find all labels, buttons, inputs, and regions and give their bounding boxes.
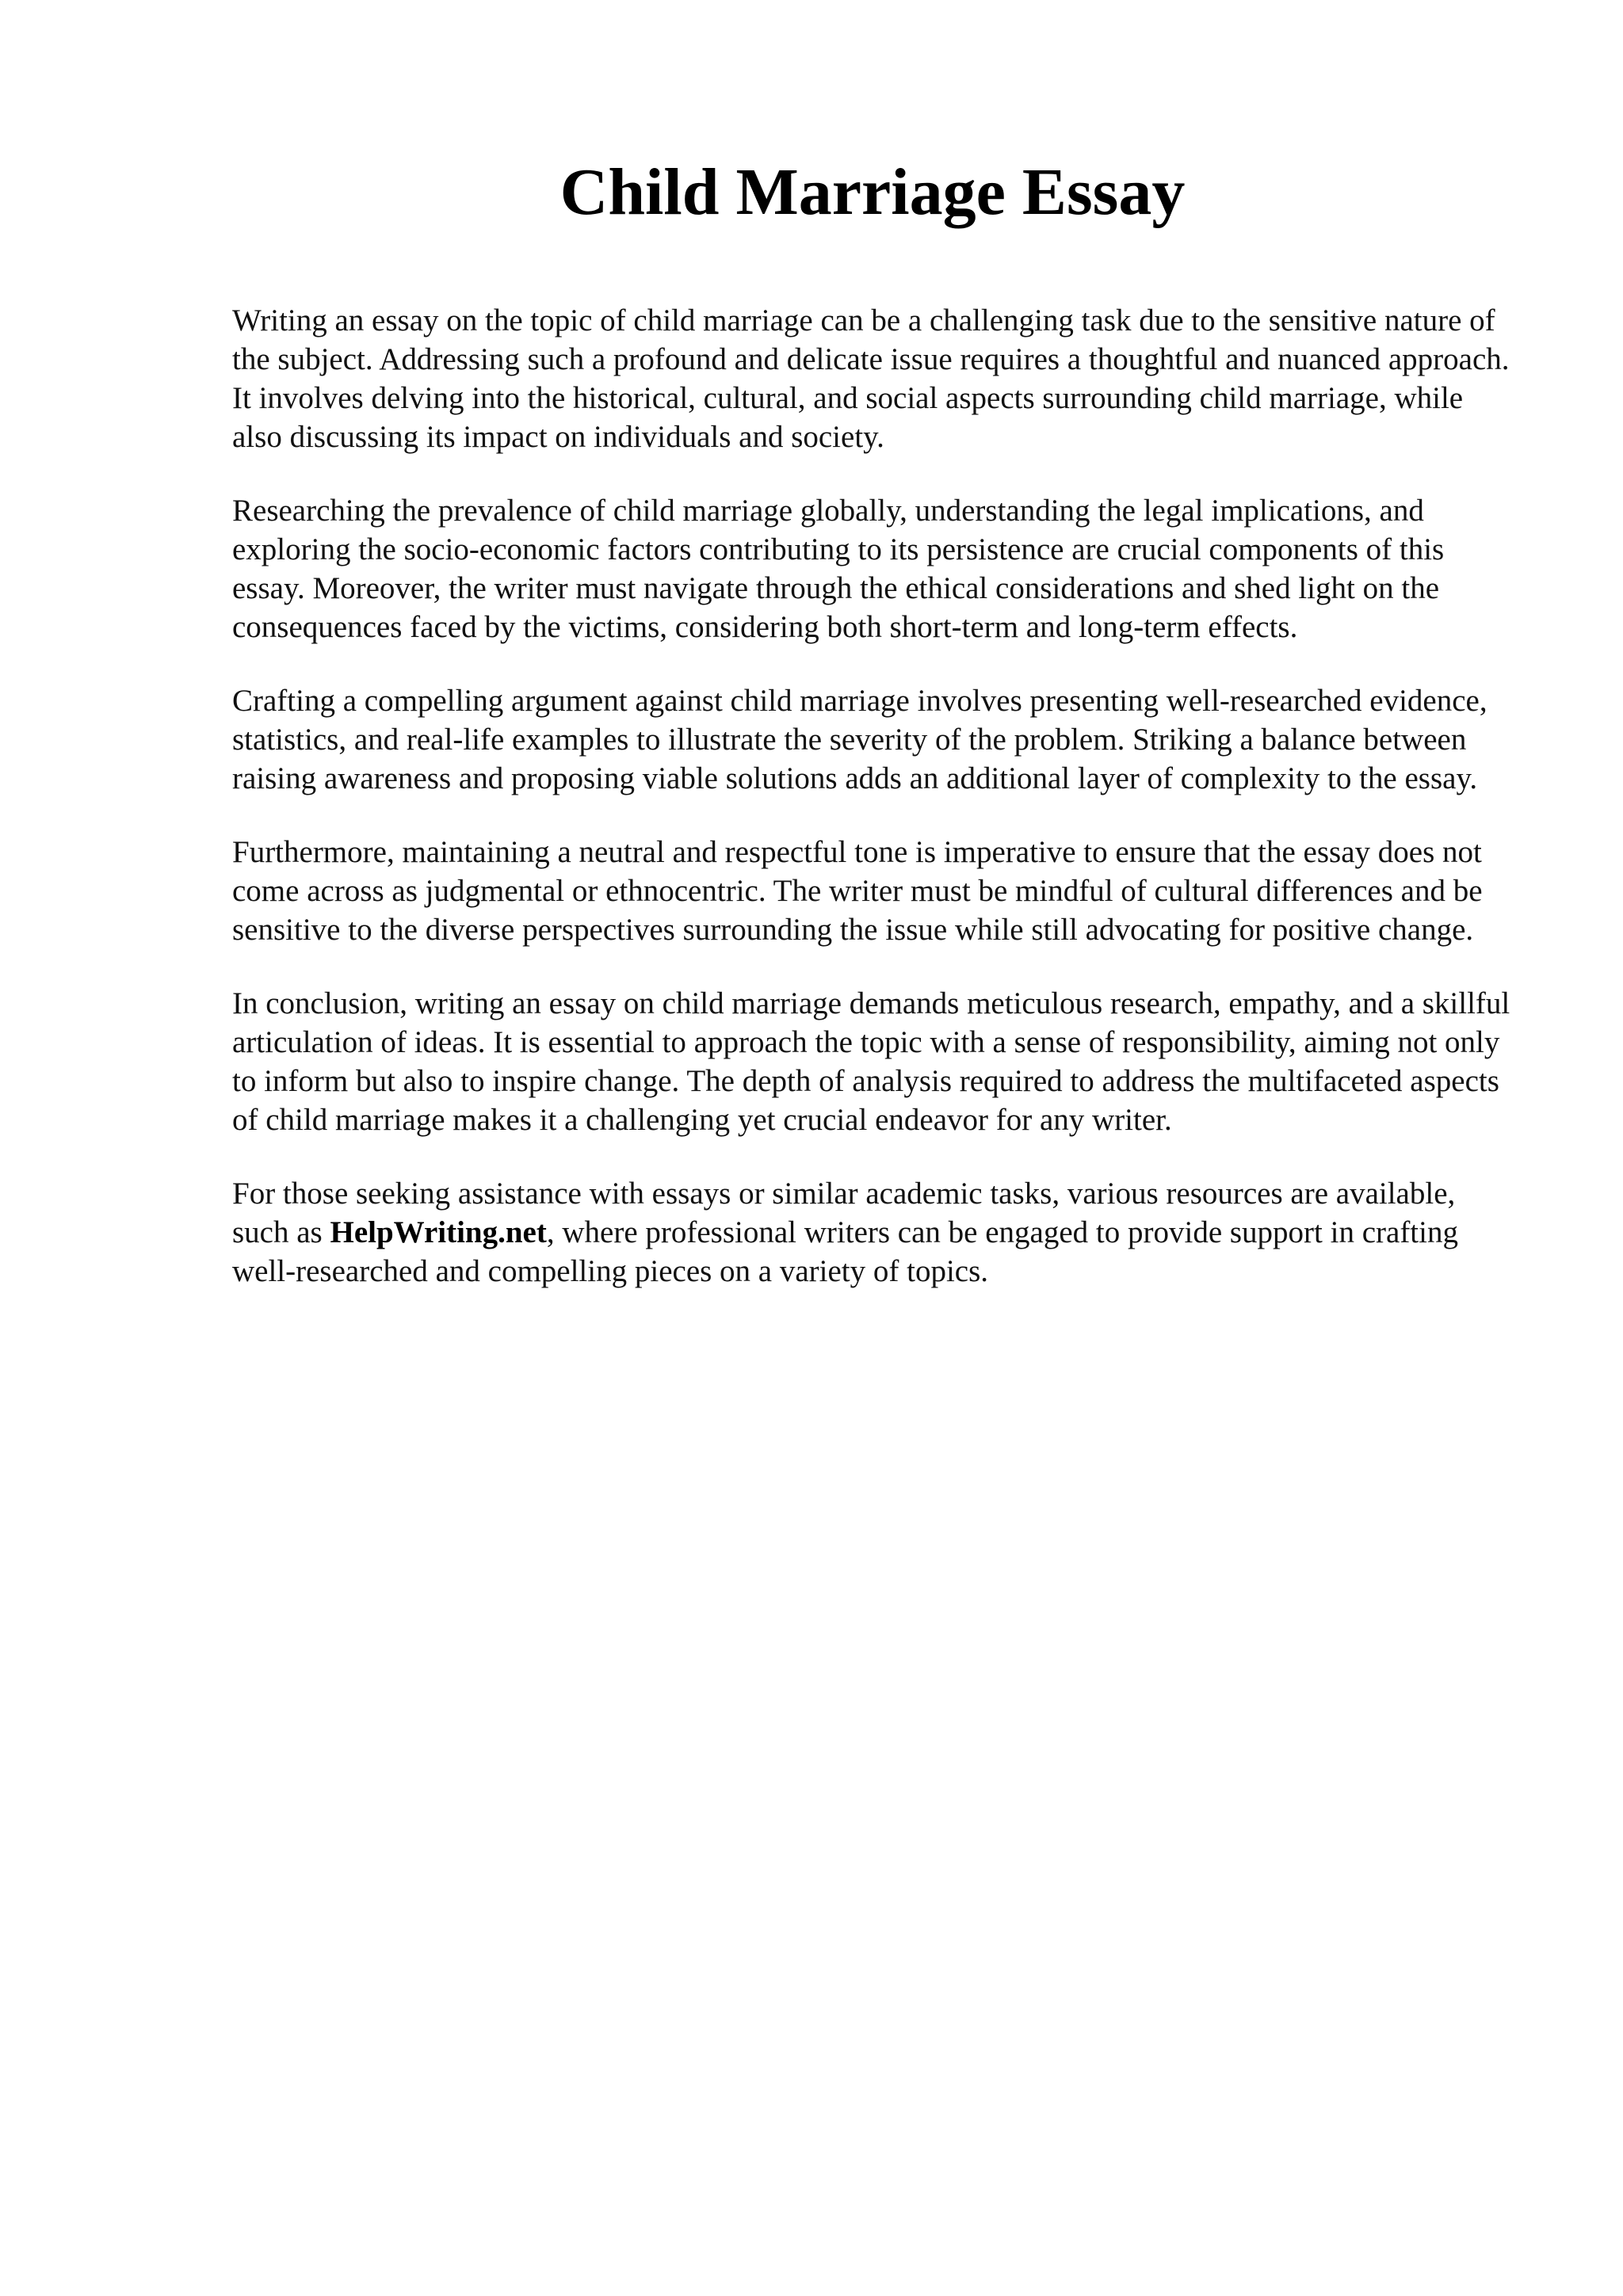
paragraph-6	[232, 1174, 1516, 1291]
document-body	[232, 301, 1516, 1291]
paragraph-4: Furthermore, maintaining a neutral and respectful tone is imperative to ensure that the essay does not come across as judgmental or ethnocentric. The writer must be mindful of cultural differences and be sensitive to the diverse perspectives surrounding the issue while still advocating for positive change.	[232, 835, 1483, 947]
helpwriting-link[interactable]: HelpWriting.net	[330, 1215, 547, 1249]
document-title: Child Marriage Essay	[559, 155, 1186, 229]
paragraph-5: In conclusion, writing an essay on child marriage demands meticulous research, empathy, and a skillful articulation of ideas. It is essential to approach the topic with a sense of responsibility, aiming not only to inform but also to inspire change. The depth of analysis required to address the multifaceted aspects of child marriage makes it a challenging yet crucial endeavor for any writer.	[232, 986, 1510, 1137]
paragraph-1: Writing an essay on the topic of child marriage can be a challenging task due to the sensitive nature of the subject. Addressing such a profound and delicate issue requires a thoughtful and nuanced approach. It involves delving into the historical, cultural, and social aspects surrounding child marriage, while also discussing its impact on individuals and society.	[232, 303, 1510, 454]
paragraph-6-after-link: , where professional writers can be engaged to provide support in crafting well-researched and compelling pieces on a variety of topics.	[232, 1215, 1458, 1288]
paragraph-3: Crafting a compelling argument against child marriage involves presenting well-researched evidence, statistics, and real-life examples to illustrate the severity of the problem. Striking a balance between raising awareness and proposing viable solutions adds an additional layer of complexity to the essay.	[232, 684, 1487, 795]
paragraph-2: Researching the prevalence of child marriage globally, understanding the legal implications, and exploring the socio-economic factors contributing to its persistence are crucial components of this essay. Moreover, the writer must navigate through the ethical considerations and shed light on the consequences faced by the victims, considering both short-term and long-term effects.	[232, 494, 1445, 644]
paragraph-6-before-link: For those seeking assistance with essays or similar academic tasks, various resources are available, such as	[232, 1177, 1456, 1249]
